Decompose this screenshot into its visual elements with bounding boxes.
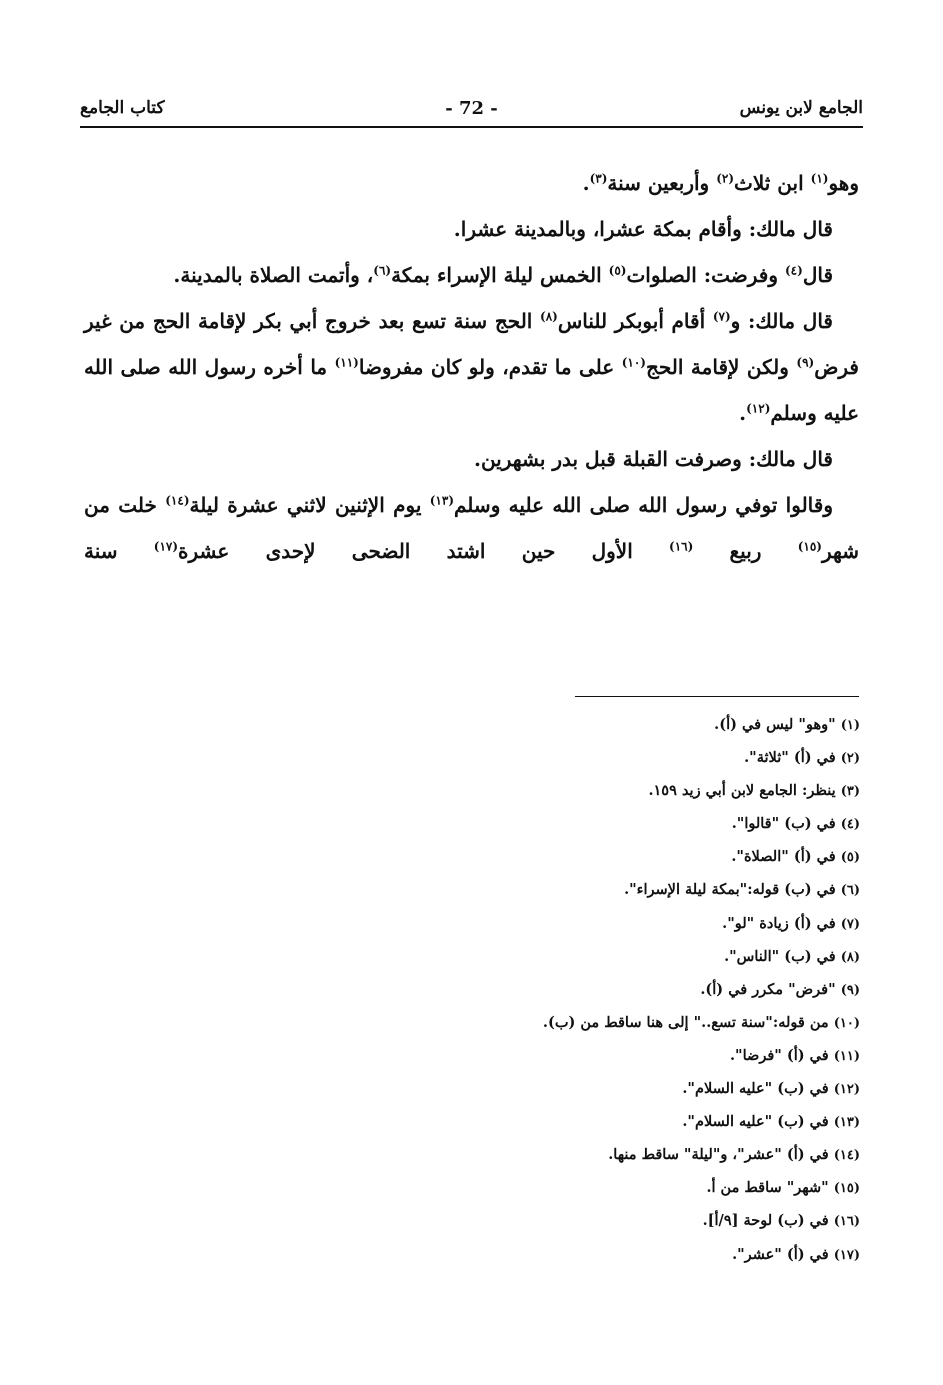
footnote-item: (١٤) في (أ) "عشر"، و"ليلة" ساقط منها. [608, 1146, 860, 1164]
footnote-ref: (٩) [796, 355, 815, 370]
footnote-item: (١) "وهو" ليس في (أ). [714, 716, 860, 733]
footnote-item: (٢) في (أ) "ثلاثة". [744, 749, 860, 767]
footnote-divider [575, 696, 859, 697]
footnotes-list [380, 708, 860, 1271]
footnote-item: (١٠) من قوله:"سنة تسع.." إلى هنا ساقط من (ب). [542, 1013, 860, 1031]
footnote-item: (١١) في (أ) "فرضا". [729, 1046, 860, 1064]
footnote-ref: (٦) [373, 263, 392, 278]
footnote-ref: (١٥) [797, 539, 822, 554]
paragraph-1: وهو$^{(١)}$ ابن ثلاث$^{(٢)}$ وأربعين سنة$^{(٣)}$. [582, 171, 859, 195]
footnote-item: (٧) في (أ) زيادة "لو". [722, 914, 860, 932]
section-title: كتاب الجامع [80, 98, 165, 118]
footnote-item: (٣) ينظر: الجامع لابن أبي زيد ١٥٩. [648, 782, 860, 800]
book-title: الجامع لابن يونس [739, 98, 863, 118]
paragraph-4: قال مالك: و$^{(٧)}$ أقام أبوبكر للناس$^{(٨)}$ الحج سنة تسع بعد خروج أبي بكر لإقامة الحج من غير فرض$^{(٩)}$ ولكن لإقامة الحج$^{(١٠)}$ على ما تقدم، ولو كان مفروضا$^{(١١)}$ ما أخره رسول الله صلى الله عليه وسلم$^{(١٢)}$. [84, 309, 859, 425]
footnote-ref: (١٢) [746, 401, 771, 416]
footnote-item: (٨) في (ب) "الناس". [724, 947, 860, 965]
paragraph-6: وقالوا توفي رسول الله صلى الله عليه وسلم$^{(١٣)}$ يوم الإثنين لاثني عشرة ليلة$^{(١٤)}$ خلت من شهر$^{(١٥)}$ ربيع $^{(١٦)}$ الأول حين اشتد الضحى لإحدى عشرة$^{(١٧)}$ سنة [84, 493, 859, 563]
footnote-ref: (٣) [589, 171, 608, 186]
footnote-item: (١٢) في (ب) "عليه السلام". [682, 1080, 860, 1098]
footnote-item: (٥) في (أ) "الصلاة". [731, 848, 860, 866]
footnote-ref: (٨) [540, 309, 558, 324]
footnote-ref: (٤) [784, 263, 803, 278]
footnote-ref: (٢) [716, 171, 735, 186]
page-number: - 72 - [445, 98, 498, 119]
footnote-item: (١٧) في (أ) "عشر". [732, 1245, 860, 1263]
footnote-ref: (١١) [334, 355, 359, 370]
footnote-ref: (٥) [608, 263, 627, 278]
footnote-item: (١٣) في (ب) "عليه السلام". [682, 1113, 860, 1131]
footnote-ref: (١٣) [429, 493, 454, 508]
footnote-item: (١٥) "شهر" ساقط من أ. [706, 1179, 860, 1197]
footnote-ref: (١٤) [165, 493, 190, 508]
footnote-ref: (١٧) [153, 539, 179, 554]
footnote-ref: (١٦) [669, 539, 694, 554]
footnote-item: (٦) في (ب) قوله:"بمكة ليلة الإسراء". [624, 881, 860, 899]
page-header [80, 98, 863, 128]
paragraph-3: قال$^{(٤)}$ وفرضت: الصلوات$^{(٥)}$ الخمس ليلة الإسراء بمكة$^{(٦)}$، وأتمت الصلاة بالمدينة. [173, 263, 833, 287]
paragraph-5: قال مالك: وصرفت القبلة قبل بدر بشهرين. [473, 447, 833, 471]
footnote-item: (١٦) في (ب) لوحة [٩/أ]. [702, 1212, 860, 1230]
footnote-item: (٤) في (ب) "قالوا". [731, 815, 860, 833]
footnote-item: (٩) "فرض" مكرر في (أ). [700, 980, 860, 998]
paragraph-2: قال مالك: وأقام بمكة عشرا، وبالمدينة عشرا. [453, 217, 833, 241]
footnote-ref: (٧) [712, 309, 731, 324]
header-divider [80, 126, 863, 128]
footnote-ref: (١٠) [621, 355, 646, 370]
footnote-ref: (١) [810, 171, 829, 186]
main-text [84, 160, 859, 574]
